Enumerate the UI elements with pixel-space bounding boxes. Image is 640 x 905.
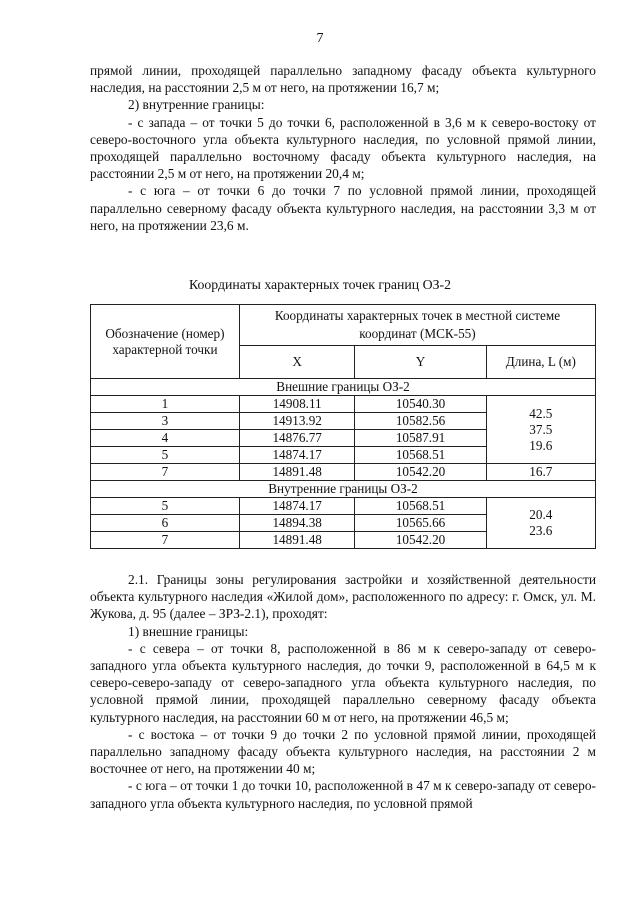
paragraph-continuation: прямой линии, проходящей параллельно западному фасаду объекта культурного наследия, на расстоянии 2,5 м от него, на протяжении 16,7 м; [90, 63, 596, 96]
x-cell: 14913.92 [239, 413, 355, 430]
header-designation: Обозначение (номер) характерной точки [91, 305, 240, 379]
paragraph-south-boundary: - с юга – от точки 6 до точки 7 по условной прямой линии, проходящей параллельно северному фасаду объекта культурного наследия, на расстоянии 3,3 м от него, на протяжении 23,6 м. [90, 183, 596, 233]
table-row [91, 464, 596, 481]
length-value: 19.6 [529, 437, 553, 453]
table-row [91, 396, 596, 413]
y-cell: 10587.91 [355, 430, 486, 447]
paragraph-zrz-intro: 2.1. Границы зоны регулирования застройки и хозяйственной деятельности объекта культурного наследия «Жилой дом», расположенного по адресу: г. Омск, ул. М. Жукова, д. 95 (далее – ЗРЗ-2.1), проходят: [90, 572, 596, 622]
x-cell: 14908.11 [239, 396, 355, 413]
section-outer-title: Внешние границы ОЗ-2 [91, 379, 596, 396]
y-cell: 10582.56 [355, 413, 486, 430]
length-last-cell: 16.7 [486, 464, 595, 481]
length-merged-cell [486, 498, 595, 549]
point-cell: 3 [91, 413, 240, 430]
x-cell: 14891.48 [239, 464, 355, 481]
y-cell: 10540.30 [355, 396, 486, 413]
header-length: Длина, L (м) [486, 346, 595, 379]
point-cell: 6 [91, 515, 240, 532]
y-cell: 10568.51 [355, 498, 486, 515]
table-row [91, 498, 596, 515]
length-merged-cell [486, 396, 595, 464]
y-cell: 10542.20 [355, 532, 486, 549]
point-cell: 7 [91, 464, 240, 481]
point-cell: 5 [91, 447, 240, 464]
length-value: 20.4 [529, 507, 553, 522]
header-y: Y [355, 346, 486, 379]
paragraph-south-boundary-zrz: - с юга – от точки 1 до точки 10, расположенной в 47 м к северо-западу от северо-западного угла объекта культурного наследия, по условной прямой [90, 778, 596, 811]
table-caption: Координаты характерных точек границ ОЗ-2 [188, 277, 452, 292]
point-cell: 1 [91, 396, 240, 413]
y-cell: 10568.51 [355, 447, 486, 464]
x-cell: 14874.17 [239, 498, 355, 515]
y-cell: 10565.66 [355, 515, 486, 532]
header-x: X [239, 346, 355, 379]
page-number: 7 [316, 31, 324, 46]
paragraph-inner-boundaries-heading: 2) внутренние границы: [128, 97, 265, 113]
x-cell: 14874.17 [239, 447, 355, 464]
length-value: 23.6 [529, 523, 553, 538]
paragraph-west-boundary: - с запада – от точки 5 до точки 6, расположенной в 3,6 м к северо-востоку от северо-восточного угла объекта культурного наследия, по условной прямой линии, проходящей параллельно восточному фасаду объекта культурного наследия, на расстоянии 2,5 м от него, на протяжении 20,4 м; [90, 114, 596, 182]
x-cell: 14894.38 [239, 515, 355, 532]
paragraph-north-boundary: - с севера – от точки 8, расположенной в 86 м к северо-западу от северо-западного угла объекта культурного наследия, до точки 9, расположенной в 64,5 м к северо-северо-западу от северо-западного угла объекта культурного наследия, по условной прямой линии, проходящей параллельно северному фасаду объекта культурного наследия, на расстоянии 60 м от него, на протяжении 46,5 м; [90, 640, 596, 725]
length-value: 37.5 [529, 421, 553, 437]
section-inner-title: Внутренние границы ОЗ-2 [91, 481, 596, 498]
header-coords-group: Координаты характерных точек в местной системе координат (МСК-55) [239, 305, 595, 346]
length-value: 42.5 [529, 405, 553, 421]
x-cell: 14891.48 [239, 532, 355, 549]
point-cell: 5 [91, 498, 240, 515]
paragraph-outer-boundaries-heading: 1) внешние границы: [128, 623, 249, 639]
point-cell: 7 [91, 532, 240, 549]
y-cell: 10542.20 [355, 464, 486, 481]
x-cell: 14876.77 [239, 430, 355, 447]
paragraph-east-boundary: - с востока – от точки 9 до точки 2 по условной прямой линии, проходящей параллельно западному фасаду объекта культурного наследия, на расстоянии 2 м восточнее от него, на протяжении 40 м; [90, 726, 596, 777]
bottom-text-block [90, 571, 596, 812]
point-cell: 4 [91, 430, 240, 447]
coordinates-table [90, 304, 596, 549]
top-text-block [90, 62, 596, 234]
